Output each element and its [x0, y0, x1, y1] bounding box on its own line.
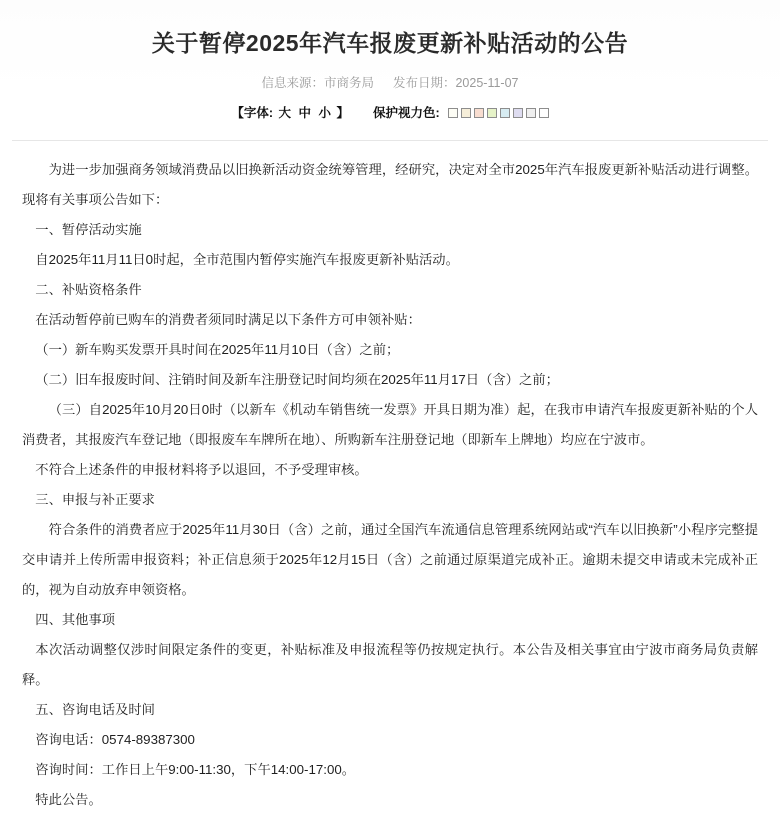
document-header	[0, 0, 780, 132]
paragraph-section-5-hours: 咨询时间：工作日上午9:00-11:30，下午14:00-17:00。	[35, 762, 356, 777]
font-size-suffix-label: 】	[336, 106, 349, 120]
font-size-prefix-label: 【字体:	[231, 106, 273, 120]
eye-protection-swatch-3[interactable]	[474, 108, 484, 118]
eye-protection-swatch-1[interactable]	[448, 108, 458, 118]
eye-protection-swatch-8[interactable]	[539, 108, 549, 118]
eye-protection-swatch-2[interactable]	[461, 108, 471, 118]
page-title: 关于暂停2025年汽车报废更新补贴活动的公告	[151, 30, 629, 56]
eye-protection-label: 保护视力色:	[373, 106, 440, 120]
paragraph-section-2-note: 不符合上述条件的申报材料将予以退回，不予受理审核。	[35, 462, 368, 477]
meta-source: 信息来源：市商务局	[261, 76, 375, 90]
paragraph-section-2-intro: 在活动暂停前已购车的消费者须同时满足以下条件方可申领补贴：	[35, 312, 421, 327]
paragraph-section-5-heading: 五、咨询电话及时间	[35, 702, 155, 717]
document-body	[0, 141, 780, 815]
paragraph-section-1-heading: 一、暂停活动实施	[35, 222, 142, 237]
font-size-control	[231, 104, 349, 122]
paragraph-section-2-item-3: （三）自2025年10月20日0时（以新车《机动车销售统一发票》开具日期为准）起，在我市申请汽车报废更新补贴的个人消费者，其报废汽车登记地（即报废车车牌所在地）、所购新车注册登记地（即新车上牌地）均应在宁波市。	[22, 402, 758, 447]
paragraph-section-1-body: 自2025年11月11日0时起，全市范围内暂停实施汽车报废更新补贴活动。	[35, 252, 459, 267]
eye-protection-swatch-7[interactable]	[526, 108, 536, 118]
paragraph-section-5-phone: 咨询电话：0574-89387300	[35, 732, 195, 747]
document-meta	[24, 74, 756, 92]
meta-publish-date: 发布日期：2025-11-07	[392, 76, 519, 90]
paragraph-section-3-body: 符合条件的消费者应于2025年11月30日（含）之前，通过全国汽车流通信息管理系统网站或“汽车以旧换新”小程序完整提交申请并上传所需申报资料；补正信息须于2025年12月15日（含）之前通过原渠道完成补正。逾期未提交申请或未完成补正的，视为自动放弃申领资格。	[22, 522, 758, 597]
eye-protection-swatch-6[interactable]	[513, 108, 523, 118]
font-size-medium-button[interactable]: 中	[298, 106, 311, 120]
font-size-small-button[interactable]: 小	[318, 106, 331, 120]
paragraph-section-3-heading: 三、申报与补正要求	[35, 492, 155, 507]
paragraph-section-2-heading: 二、补贴资格条件	[35, 282, 142, 297]
eye-protection-swatch-5[interactable]	[500, 108, 510, 118]
document-toolbar	[24, 104, 756, 122]
eye-protection-swatch-4[interactable]	[487, 108, 497, 118]
font-size-large-button[interactable]: 大	[278, 106, 291, 120]
paragraph-section-4-body: 本次活动调整仅涉时间限定条件的变更，补贴标准及申报流程等仍按规定执行。本公告及相关事宜由宁波市商务局负责解释。	[22, 642, 758, 687]
paragraph-closing: 特此公告。	[35, 792, 102, 807]
paragraph-section-4-heading: 四、其他事项	[35, 612, 116, 627]
paragraph-intro: 为进一步加强商务领域消费品以旧换新活动资金统筹管理，经研究，决定对全市2025年汽车报废更新补贴活动进行调整。现将有关事项公告如下：	[22, 162, 758, 207]
paragraph-section-2-item-2: （二）旧车报废时间、注销时间及新车注册登记时间均须在2025年11月17日（含）之前；	[35, 372, 559, 387]
paragraph-section-2-item-1: （一）新车购买发票开具时间在2025年11月10日（含）之前；	[35, 342, 400, 357]
eye-protection-color-swatches[interactable]	[448, 108, 549, 118]
